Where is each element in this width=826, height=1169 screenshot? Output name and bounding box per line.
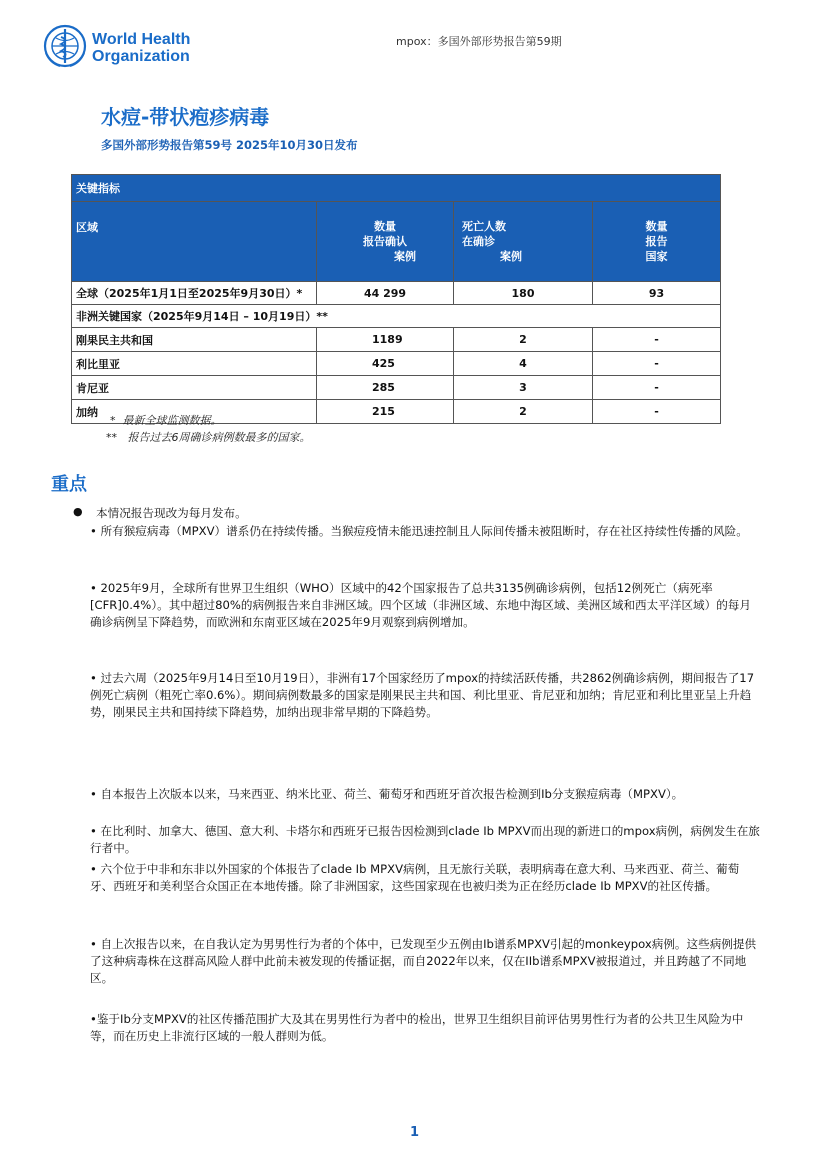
country-countries: - <box>593 328 721 352</box>
table-row <box>72 352 721 376</box>
table-title-row <box>72 175 721 202</box>
who-logo <box>42 23 212 73</box>
footnote-1: * 最新全球监测数据。 <box>110 414 222 427</box>
footnote-2: ** 报告过去6周确诊病例数最多的国家。 <box>106 431 311 444</box>
highlight-item: •鉴于Ib分支MPXV的社区传播范围扩大及其在男男性行为者中的检出，世界卫生组织目前评估男男性行为者的公共卫生风险为中等，而在历史上非流行区域的一般人群则为低。 <box>90 1012 744 1043</box>
highlight-item: 本情况报告现改为每月发布。 <box>96 506 247 520</box>
table-title: 关键指标 <box>72 175 721 202</box>
page-title: 水痘-带状疱疹病毒 <box>101 105 270 129</box>
who-emblem-icon <box>42 23 88 69</box>
global-deaths: 180 <box>454 282 593 305</box>
country-countries: - <box>593 352 721 376</box>
bullet-icon: ● <box>73 505 83 518</box>
running-header: mpox：多国外部形势报告第59期 <box>396 35 562 48</box>
global-countries: 93 <box>593 282 721 305</box>
highlight-item: • 自本报告上次版本以来，马来西亚、纳米比亚、荷兰、葡萄牙和西班牙首次报告检测到Ib分支猴痘病毒（MPXV）。 <box>90 787 684 801</box>
country-cases: 215 <box>317 400 454 424</box>
page-subtitle: 多国外部形势报告第59号 2025年10月30日发布 <box>101 138 358 152</box>
highlight-item: • 在比利时、加拿大、德国、意大利、卡塔尔和西班牙已报告因检测到clade Ib MPXV而出现的新进口的mpox病例，病例发生在旅行者中。 <box>90 824 760 855</box>
table-header-row <box>72 202 721 282</box>
header-region: 区域 <box>72 202 317 282</box>
header-countries: 数量 报告 国家 <box>593 202 721 282</box>
country-name: 肯尼亚 <box>72 376 317 400</box>
table-row-global <box>72 282 721 305</box>
country-cases: 1189 <box>317 328 454 352</box>
country-countries: - <box>593 376 721 400</box>
highlight-item: • 2025年9月，全球所有世界卫生组织（WHO）区域中的42个国家报告了总共3135例确诊病例，包括12例死亡（病死率[CFR]0.4%）。其中超过80%的病例报告来自非洲区域。四个区域（非洲区域、东地中海区域、美洲区域和西太平洋区域）的每月确诊病例呈下降趋势，而欧洲和东南亚区域在2025年9月观察到病例增加。 <box>90 581 751 629</box>
table-row <box>72 376 721 400</box>
country-deaths: 2 <box>454 328 593 352</box>
country-cases: 285 <box>317 376 454 400</box>
country-deaths: 4 <box>454 352 593 376</box>
global-cases: 44 299 <box>317 282 454 305</box>
page-number: 1 <box>410 1125 420 1140</box>
global-label: 全球（2025年1月1日至2025年9月30日）* <box>72 282 317 305</box>
table-row <box>72 328 721 352</box>
header-deaths: 死亡人数 在确诊 案例 <box>454 202 593 282</box>
country-name: 刚果民主共和国 <box>72 328 317 352</box>
country-deaths: 2 <box>454 400 593 424</box>
country-name: 加纳 <box>72 400 317 424</box>
key-indicators-table <box>71 174 721 424</box>
highlight-item: • 所有猴痘病毒（MPXV）谱系仍在持续传播。当猴痘疫情未能迅速控制且人际间传播未被阻断时，存在社区持续性传播的风险。 <box>90 524 748 538</box>
highlight-item: • 六个位于中非和东非以外国家的个体报告了clade Ib MPXV病例，且无旅行关联，表明病毒在意大利、马来西亚、荷兰、葡萄牙、西班牙和美利坚合众国正在本地传播。除了非洲国家，这些国家现在也被归类为正在经历clade Ib MPXV的社区传播。 <box>90 862 740 893</box>
country-cases: 425 <box>317 352 454 376</box>
header-confirmed-cases: 数量 报告确认 案例 <box>317 202 454 282</box>
highlights-heading: 重点 <box>51 474 87 495</box>
africa-label: 非洲关键国家（2025年9月14日 – 10月19日）** <box>72 305 721 328</box>
country-countries: - <box>593 400 721 424</box>
table-row-africa-heading <box>72 305 721 328</box>
country-name: 利比里亚 <box>72 352 317 376</box>
who-wordmark: World Health Organization <box>92 31 191 65</box>
country-deaths: 3 <box>454 376 593 400</box>
highlight-item: • 自上次报告以来，在自我认定为男男性行为者的个体中，已发现至少五例由Ib谱系MPXV引起的monkeypox病例。这些病例提供了这种病毒株在这群高风险人群中此前未被发现的传播证据，而自2022年以来，仅在IIb谱系MPXV被报道过，并且跨越了不同地区。 <box>90 937 757 985</box>
highlight-item: • 过去六周（2025年9月14日至10月19日），非洲有17个国家经历了mpox的持续活跃传播，共2862例确诊病例，期间报告了17例死亡病例（粗死亡率0.6%）。期间病例数最多的国家是刚果民主共和国、利比里亚、肯尼亚和加纳；肯尼亚和利比里亚呈上升趋势，刚果民主共和国持续下降趋势，加纳出现非常早期的下降趋势。 <box>90 671 755 719</box>
